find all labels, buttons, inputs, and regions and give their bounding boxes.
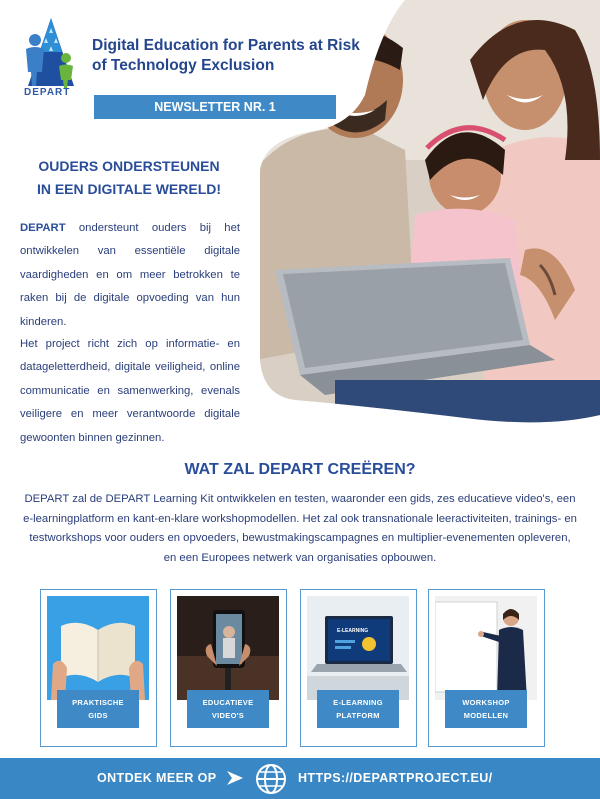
intro-title-line1: OUDERS ONDERSTEUNEN bbox=[38, 158, 220, 174]
intro-title-line2: IN EEN DIGITALE WERELD! bbox=[36, 181, 222, 197]
card-label-line1: WORKSHOP bbox=[462, 698, 510, 707]
create-title: WAT ZAL DEPART CREËREN? bbox=[184, 461, 416, 478]
brand-name: DEPART bbox=[20, 222, 66, 234]
card-label bbox=[445, 690, 527, 728]
website-link[interactable]: HTTPS://DEPARTPROJECT.EU/ bbox=[298, 771, 493, 785]
card-label bbox=[187, 690, 269, 728]
intro-paragraph-2: Het project richt zich op informatie- en datageletterdheid, digitale veiligheid, online communicatie en samenwerking, evenals veiligere en meer verantwoorde digitale gewoonten binnen gezinnen. bbox=[20, 338, 240, 444]
laptop-elearning-image bbox=[307, 596, 409, 700]
card-label-line2: GIDS bbox=[88, 711, 108, 720]
card-label-line2: PLATFORM bbox=[336, 711, 380, 720]
card-label-line1: E-LEARNING bbox=[333, 698, 383, 707]
arrow-right-icon bbox=[225, 768, 245, 788]
phone-recording-image bbox=[177, 596, 279, 700]
depart-logo bbox=[20, 16, 82, 98]
open-book-image bbox=[47, 596, 149, 700]
card-label-line2: MODELLEN bbox=[463, 711, 509, 720]
project-title: Digital Education for Parents at Risk of Technology Exclusion bbox=[92, 37, 360, 74]
card-educational-videos[interactable] bbox=[170, 589, 287, 747]
card-workshop-models[interactable] bbox=[428, 589, 545, 747]
footer-cta: ONTDEK MEER OP bbox=[97, 771, 217, 785]
card-label-line2: VIDEO'S bbox=[211, 711, 245, 720]
card-label bbox=[57, 690, 139, 728]
create-paragraph: DEPART zal de DEPART Learning Kit ontwikkelen en testen, waaronder een gids, zes educatieve video's, een e-learningplatform en kant-en-klare workshopmodellen. Het zal ook transnationale leeractiviteiten, trainings- en testworkshops voor ouders en opvoeders, bewustmakingscampagnes en multiplier-evenementen opleveren, en een Europees netwerk van organisaties opbouwen. bbox=[23, 493, 577, 564]
family-laptop-photo bbox=[255, 0, 600, 430]
presenter-whiteboard-image bbox=[435, 596, 537, 700]
card-label-line1: EDUCATIEVE bbox=[202, 698, 254, 707]
intro-title bbox=[18, 155, 240, 201]
footer-bar bbox=[0, 758, 600, 799]
card-label bbox=[317, 690, 399, 728]
card-label-line1: PRAKTISCHE bbox=[72, 698, 124, 707]
globe-icon bbox=[255, 763, 287, 795]
intro-paragraph-1-text: ondersteunt ouders bij het ontwikkelen van essentiële digitale vaardigheden en om meer betrokken te raken bij de digitale opvoeding van hun kinderen. bbox=[20, 222, 240, 328]
logo-wordmark: DEPART bbox=[24, 87, 71, 98]
newsletter-banner: NEWSLETTER NR. 1 bbox=[94, 95, 336, 119]
card-practical-guide[interactable] bbox=[40, 589, 157, 747]
card-elearning-platform[interactable] bbox=[300, 589, 417, 747]
screen-text: E-LEARNING bbox=[337, 628, 369, 634]
intro-paragraph-1 bbox=[20, 217, 240, 334]
